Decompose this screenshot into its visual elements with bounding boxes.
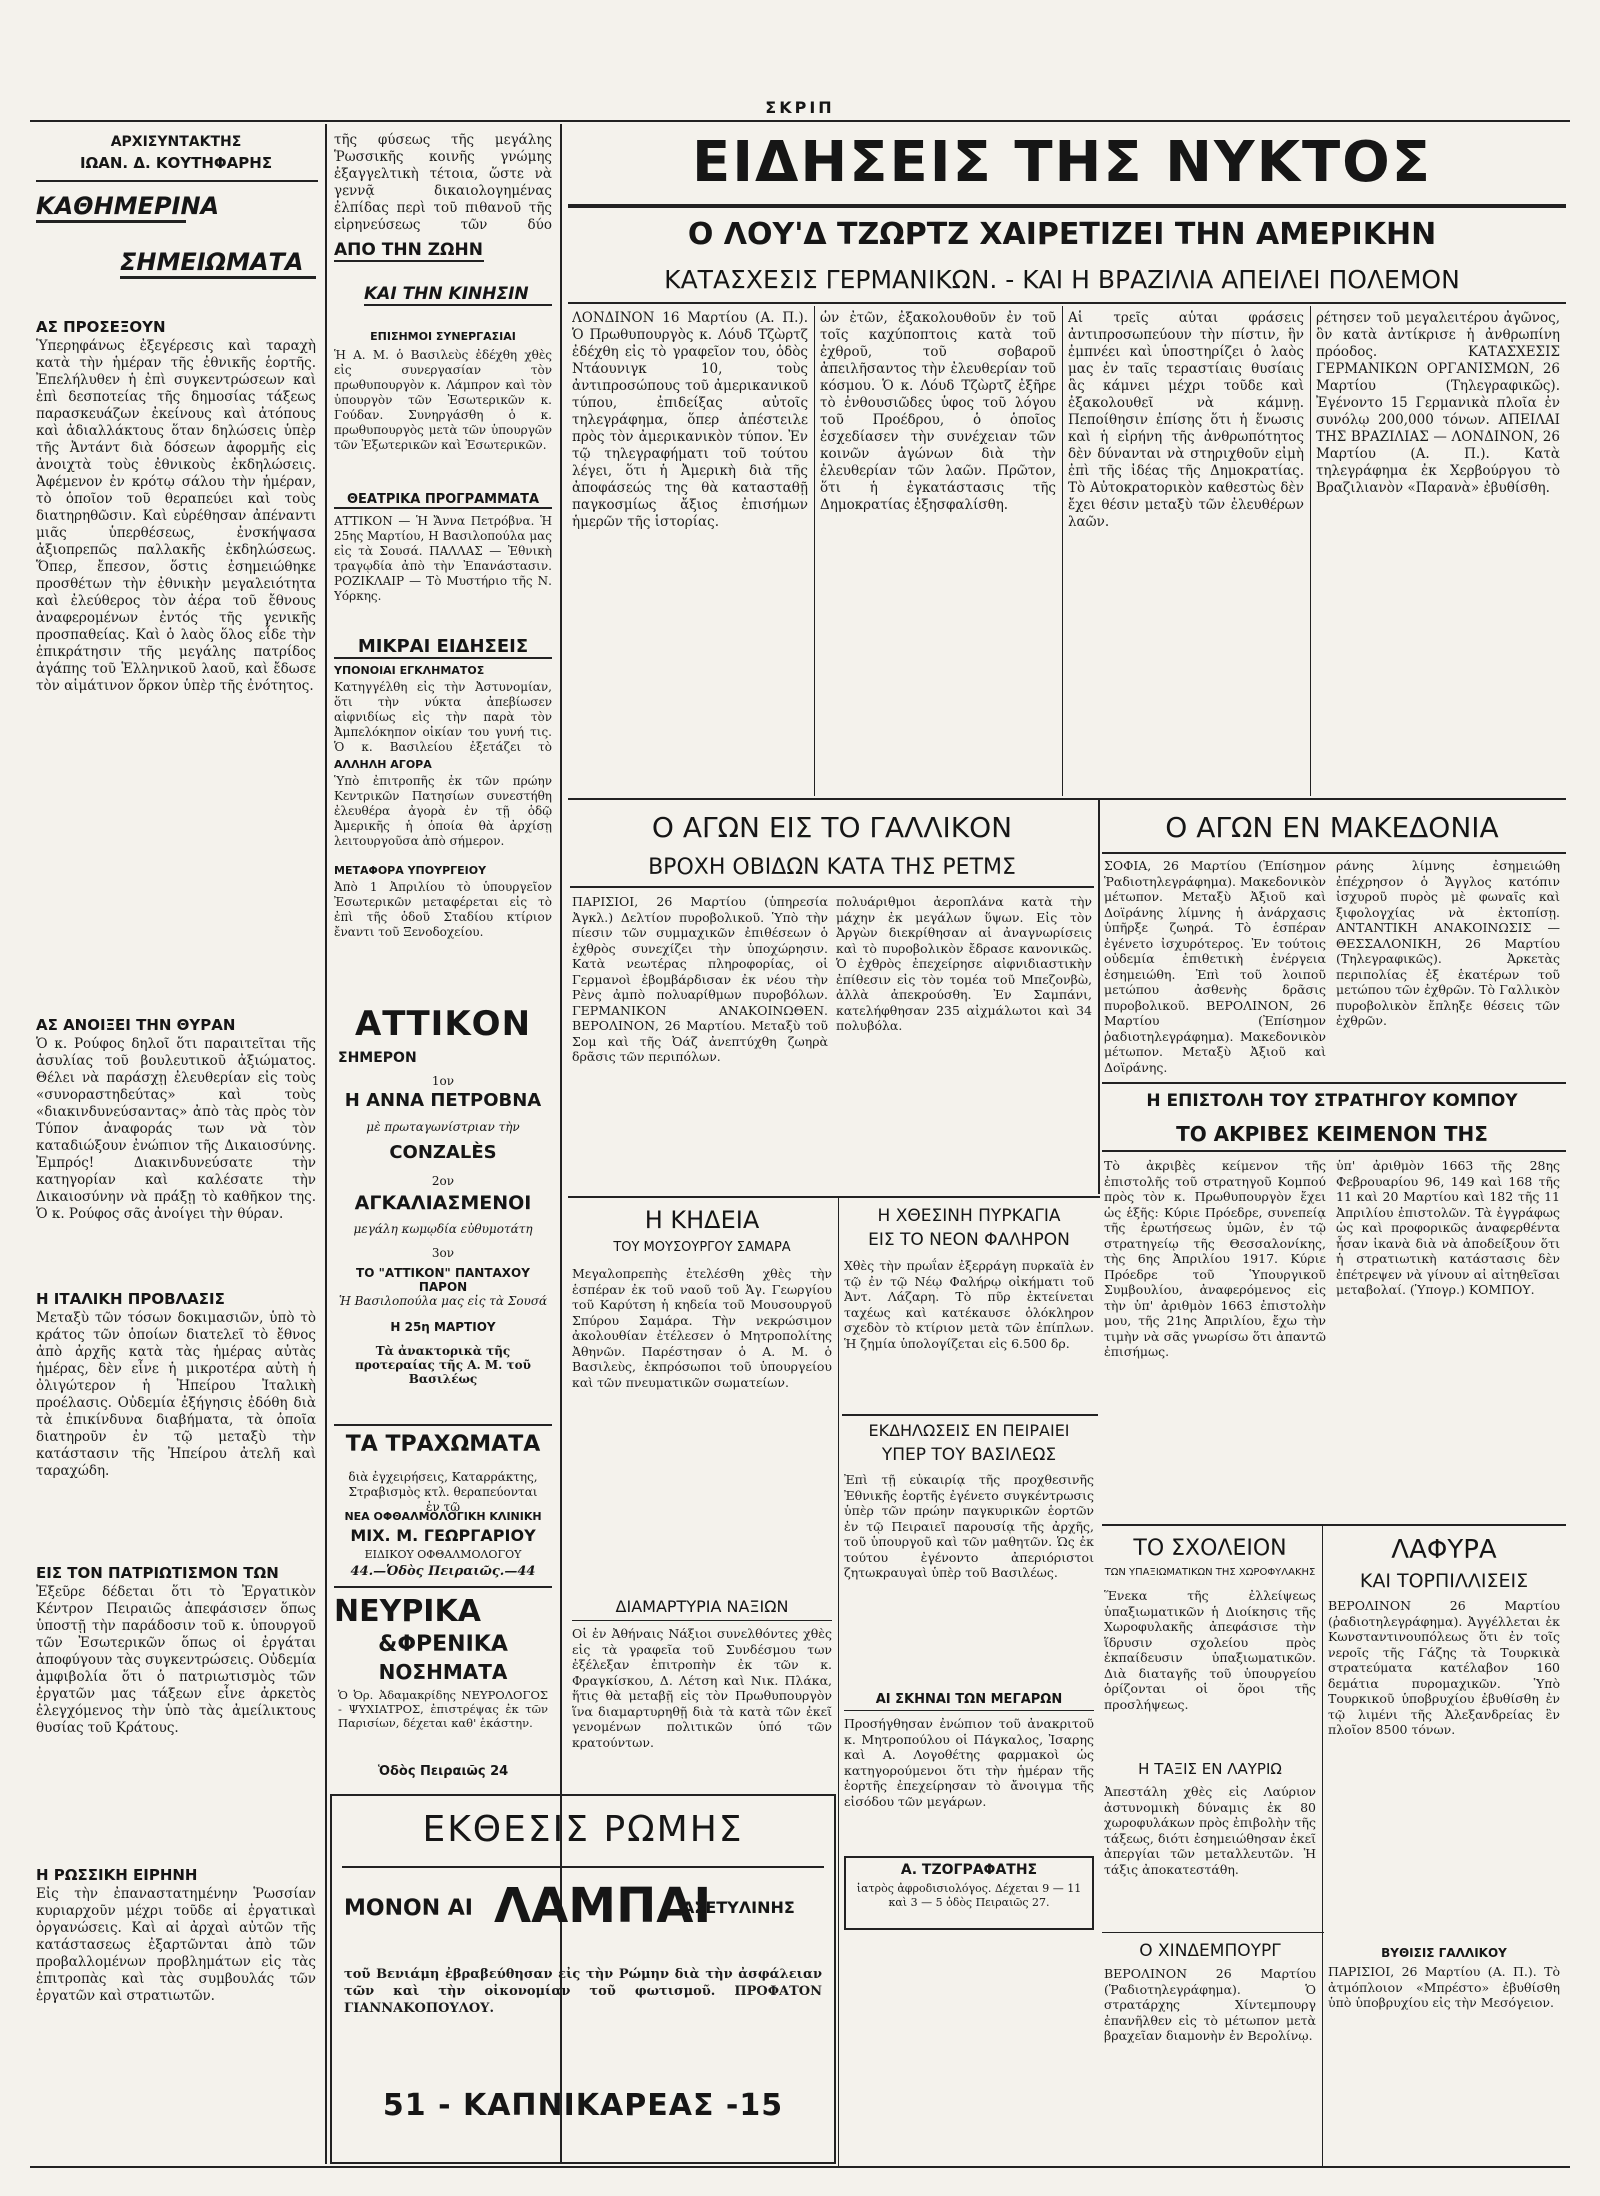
hind-headline: Ο ΧΙΝΔΕΜΠΟΥΡΓ bbox=[1139, 1941, 1281, 1961]
gallia-headline: Ο ΑΓΩΝ ΕΙΣ ΤΟ ΓΑΛΛΙΚΟΝ bbox=[651, 811, 1013, 844]
kompou-text-1: Τὸ ἀκριβὲς κείμενον τῆς ἐπιστολῆς τοῦ στρατηγοῦ Κομπού πρὸς τὸν κ. Πρωθυπουργὸν ἔχει ὡς ἑξῆς: Κύριε Πρόεδρε, συνεπείᾳ τῆς ἐρωτήσεως ὑμῶν, ἐν τῷ στρατηγείῳ τῆς Θεσσαλονίκης, τὴς 6ης Ἀπριλίου 1917. Κύριε Πρόεδρε τοῦ Ὑπουργικοῦ Συμβουλίου, ἀναφερόμενος εἰς τὴν ὑπ' ἀριθμὸν 1663 ἐπιστολὴν μου, τῆς 21ης Ἀπριλίου, ἔχω τὴν τιμὴν νὰ σᾶς γνωρίσω ὅτι ἀπαντῶ ἐπισήμως. bbox=[1104, 1158, 1326, 1359]
trach-clinic: ΝΕΑ ΟΦΘΑΛΜΟΛΟΓΙΚΗ ΚΛΙΝΙΚΗ bbox=[344, 1510, 542, 1523]
lead-subheadline: ΚΑΤΑΣΧΕΣΙΣ ΓΕΡΜΑΝΙΚΩΝ. - ΚΑΙ Η ΒΡΑΖΙΛΙΑ ΑΠΕΙΛΕΙ ΠΟΛΕΜΟΝ bbox=[664, 265, 1460, 294]
column-rule-1 bbox=[325, 124, 327, 2164]
lead-rule-v2 bbox=[1062, 306, 1063, 796]
kideia-headline: Η ΚΗΔΕΙΑ bbox=[644, 1206, 760, 1234]
gallia-text-1: ΠΑΡΙΣΙΟΙ, 26 Μαρτίου (ὑπηρεσία Ἀγκλ.) Δελτίον πυροβολικοῦ. Ὑπὸ τὴν πίεσιν τῶν συμμαχικῶν ἐπιθέσεων ὁ ἐχθρὸς συνεχίζει τὴν ὑποχώρησιν. Κατὰ νεωτέρας πληροφορίας, οἱ Γερμανοὶ ἐβομβάρδισαν ἐκ νέου τὴν Ρὲνς ἀμπὸ πολυαρίθμων πυροβόλων. ΓΕΡΜΑΝΙΚΟΝ ΑΝΑΚΟΙΝΩΘΕΝ. ΒΕΡΟΛΙΝΟΝ, 26 Μαρτίου. Μεταξὺ τοῦ Σομ καὶ τῆς Ὀάζ ἀνεπτύχθη ζωηρὰ δρᾶσις τῶν περιπόλων. bbox=[572, 894, 828, 1064]
section-text-3: Μεταξὺ τῶν τόσων δοκιμασιῶν, ὑπὸ τὸ κράτος τῶν ὁποίων διατελεῖ τὸ ἔθνος ἀπὸ ἀρχῆς κατὰ τὰς ἡμέρας αὐτὰς ἡμέρας, δὲν εἶνε ἡ μικροτέρα αὐτὴ ἡ ὀλιγώτερον ἡ Ἠπείρου Ἰταλικὴ προέλασις. Οὐδεμία ἐξήγησις ἐδόθη διὰ τὰ ἐπικίνδυνα διαβήματα, τὰ ὁποῖα διατηροῦν ἐν τῷ μεταξὺ τὴν κατάστασιν τῆς Ἠπείρου ἀτελῆ καὶ ταραχώδη. bbox=[36, 1310, 316, 1479]
lead-rule-v3 bbox=[1310, 306, 1311, 796]
mikrai-item-3-text: Ἀπὸ 1 Ἀπριλίου τὸ ὑπουργεῖον Ἐσωτερικῶν μεταφέρεται εἰς τὸ ἐπὶ τῆς ὁδοῦ Σταδίου κτίριον ἔναντι τοῦ Ξενοδοχείου. bbox=[334, 880, 552, 939]
scholeion-subheadline: ΤΩΝ ΥΠΑΞΙΩΜΑΤΙΚΩΝ ΤΗΣ ΧΩΡΟΦΥΛΑΚΗΣ bbox=[1104, 1567, 1316, 1578]
hind-text: ΒΕΡΟΛΙΝΟΝ 26 Μαρτίου (Ῥαδιοτηλεγράφημα). Ὁ στρατάρχης Χίντεμπουργ ἐπανῆλθεν εἰς τὸ μέτωπον μετὰ βραχεῖαν διαμονὴν ἐν Βερολίνῳ. bbox=[1104, 1966, 1316, 2043]
attikon-item-2: 2ον bbox=[431, 1174, 455, 1188]
attikon-today: ΣΗΜΕΡΟΝ bbox=[338, 1050, 417, 1066]
lead-bottom-rule bbox=[568, 798, 1566, 800]
tzografatis-ad bbox=[844, 1856, 1094, 1930]
kompou-subheadline: ΤΟ ΑΚΡΙΒΕΣ ΚΕΙΜΕΝΟΝ ΤΗΣ bbox=[1176, 1122, 1488, 1146]
pyrkagia-text: Χθὲς τὴν πρωΐαν ἐξερράγη πυρκαϊὰ ἐν τῷ ἐν τῷ Νέῳ Φαλήρῳ οἰκήματι τοῦ Ἀντ. Λάζαρη. Τὸ πῦρ ἐκτείνεται ταχέως καὶ κατέκαυσε ὁλόκληρον σχεδὸν τὸ κτίριον μετὰ τῶν ἐπίπλων. Ἡ ζημία ὑπολογίζεται εἰς 6.500 δρ. bbox=[844, 1258, 1094, 1351]
column-title-1: ΚΑΘΗΜΕΡΙΝΑ bbox=[36, 192, 186, 223]
kideia-rule-v bbox=[838, 1198, 839, 2166]
banner-rule bbox=[568, 204, 1566, 208]
editor-role: ΑΡΧΙΣΥΝΤΑΚΤΗΣ bbox=[110, 134, 242, 150]
naxos-headline: ΔΙΑΜΑΡΤΥΡΙΑ ΝΑΞΙΩΝ bbox=[615, 1597, 789, 1616]
hind-rule bbox=[1102, 1932, 1324, 1933]
tzografatis-text: ἰατρὸς ἀφροδισιολόγος. Δέχεται 9 — 11 καὶ 3 — 5 ὁδὸς Πειραιῶς 27. bbox=[856, 1882, 1082, 1909]
section-text-2: Ὁ κ. Ρούφος δηλοῖ ὅτι παραιτεῖται τῆς ἀσυλίας τοῦ βουλευτικοῦ ἀξιώματος. Θέλει νὰ παράσχῃ ἐλευθερίαν εἰς τοὺς «συνοραστηδεύτας» καὶ τοὺς «διακινδυνεύσαντας» ἀπὸ τὰς πρὸς τὸν Τύπον ἀναφοράς των νὰ τὸν καταδιώξουν ἐνώπιον τῆς Δικαιοσύνης. Ἐμπρός! Διακινδυνεύσατε τὴν κατηγορίαν καὶ καλέσατε τὴν Δικαιοσύνην νὰ πράξῃ τὸ καθῆκον της. Ὁ κ. Ρούφος σᾶς ἀνοίγει τὴν θύραν. bbox=[36, 1036, 316, 1222]
editor-name: ΙΩΑΝ. Δ. ΚΟΥΤΗΦΑΡΗΣ bbox=[79, 154, 273, 172]
skinai-text: Προσήγθησαν ἐνώπιον τοῦ ἀνακριτοῦ κ. Μητροπούλου οἱ Πάγκαλος, Ἰσαρης καὶ Α. Λογοθέτης φαρμακοὶ ὡς κατηγορούμενοι ὅτι τὴν ἡμέραν τῆς ἑορτῆς ἐπεχείρησαν τὸ ἄνοιγμα τῆς εἰσόδου τῶν μεγάρων. bbox=[844, 1716, 1094, 1809]
lead-column-1: ΛΟΝΔΙΝΟΝ 16 Μαρτίου (Α. Π.). Ὁ Πρωθυπουργὸς κ. Λόυδ Τζὼρτζ ἐδέχθη εἰς τὸ γραφεῖον του, ὁδὸς Ντάουνιγκ 10, τοὺς ἀντιπροσώπους τοῦ ἀμερικανικοῦ τύπου, ἐπιδείξας αὐτοῖς τηλεγράφημα, ὅπερ ἀπέστειλε πρὸς τὸν ἀμερικανικὸν τύπον. Ἐν τῷ τηλεγραφήματι τοῦ τούτου λέγει, ὅτι ἡ Ἀμερικὴ διὰ τῆς ἀποφάσεώς της θὰ κατασταθῇ παγκοσμίως ἄξιος ἐπισήμων ἡμερῶν τῆς ἱστορίας. bbox=[572, 310, 808, 530]
macedonia-text-2: ράνης λίμνης ἐσημειώθη ἐπέχρησον ὁ Ἄγγλος κατόπιν ἰσχυροῦ πυρὸς μὲ φωναῖς καὶ ξιφολογχίας νὰ ἐκτοπίσῃ. ΑΝΤΑΝΤΙΚΗ ΑΝΑΚΟΙΝΩΣΙΣ — ΘΕΣΣΑΛΟΝΙΚΗ, 26 Μαρτίου (Τηλεγραφικῶς). Ἀρκετὰς περιπολίας ἐξ ἑκατέρων τοῦ μετώπου τῶν ἐχθρῶν. Τὸ Γαλλικὸν πυροβολικὸν ἔπληξε θέσεις τῶν ἐχθρῶν. bbox=[1336, 858, 1560, 1028]
gallia-text-2: πολυάριθμοι ἀεροπλάνα κατὰ τὴν μάχην ἐκ μεγάλων ὕψων. Εἰς τὸν Ἀργὼν διεκρίθησαν αἱ ἀναγνωρίσεις καὶ τὸ πυροβολικὸν ἔδρασε κανονικῶς. Ὁ ἐχθρὸς ἐπεχείρησε αἰφνιδιαστικὴν ἐπίθεσιν εἰς τὸν τομέα τοῦ Μπεζονβὼ, ἀλλὰ ἀπεκρούσθη. Ἐν Σαμπάνι, κατελήφθησαν 235 αἰχμάλωτοι καὶ 34 πολυβόλα. bbox=[836, 894, 1092, 1033]
attikon-date: Η 25η ΜΑΡΤΙΟΥ bbox=[390, 1320, 496, 1334]
section-head-1: ΑΣ ΠΡΟΣΕΞΟΥΝ bbox=[36, 318, 166, 336]
episimoi-text: Ἡ Α. Μ. ὁ Βασιλεὺς ἐδέχθη χθὲς εἰς συνεργασίαν τὸν πρωθυπουργὸν κ. Λάμπρον καὶ τὸν ὑπουργὸν τῶν Ἐσωτερικῶν κ. Γούδαν. Συνηργάσθη ὁ κ. πρωθυπουργὸς μετὰ τῶν ὑπουργῶν τῶν Ἐξωτερικῶν καὶ Ἐσωτερικῶν. bbox=[334, 348, 552, 452]
bottom-rule bbox=[30, 2166, 1570, 2168]
pyrkagia-subheadline: ΕΙΣ ΤΟ ΝΕΟΝ ΦΑΛΗΡΟΝ bbox=[868, 1230, 1070, 1250]
ekd-rule-top bbox=[842, 1414, 1098, 1416]
section-head-3: Η ΙΤΑΛΙΚΗ ΠΡΟΒΛΑΣΙΣ bbox=[36, 1290, 225, 1308]
lead-headline: Ο ΛΟΥ'Δ ΤΖΩΡΤΖ ΧΑΙΡΕΤΙΖΕΙ ΤΗΝ ΑΜΕΡΙΚΗΝ bbox=[687, 217, 1437, 252]
lafyra-headline: ΛΑΦΥΡΑ bbox=[1391, 1535, 1497, 1565]
gallia-subheadline: ΒΡΟΧΗ ΟΒΙΔΩΝ ΚΑΤΑ ΤΗΣ ΡΕΤΜΣ bbox=[648, 855, 1016, 880]
macedonia-text-1: ΣΟΦΙΑ, 26 Μαρτίου (Ἐπίσημον Ῥαδιοτηλεγράφημα). Μακεδονικὸν μέτωπον. Μεταξὺ Ἀξιοῦ καὶ Δοϊράνης λίμνης ἡ ἀνάρχασις ὑπῆρξε ζωηρά. Τὸ ἑσπέραν ἐγένετο ἰσχυρότερος. Ἐν τούτοις οὐδεμία ἐπιθετικὴ ἐνέργεια ἐσημειώθη. Ἐπὶ τοῦ λοιποῦ μετώπου ἀσθενὴς δρᾶσις πυροβολικοῦ. ΒΕΡΟΛΙΝΟΝ, 26 Μαρτίου (Ἐπίσημον ῥαδιοτηλεγράφημα). Μακεδονικὸν μέτωπον. Μεταξὺ Ἀξιοῦ καὶ Δοϊράνης. bbox=[1104, 858, 1326, 1075]
ekd-text: Ἐπὶ τῇ εὐκαιρίᾳ τῆς προχθεσινῆς Ἐθνικῆς ἑορτῆς ἐγένετο συγκέντρωσις ὑπὲρ τῶν πρώην παγκυρικῶν ἑορτῶν ἐν τῷ Πειραιεῖ παρουσίᾳ τῆς ἀρχῆς, τοῦ ὑπουργοῦ καὶ τῶν μαθητῶν. Ὡς ἐκ τούτου ἐγένοντο ἀπεριόριστοι ζητωκραυγαὶ ὑπὲρ τοῦ Βασιλέως. bbox=[844, 1472, 1094, 1580]
trach-rule-top bbox=[334, 1424, 552, 1426]
kompou-rule bbox=[1102, 1150, 1566, 1152]
scholeion-text: Ἕνεκα τῆς ἐλλείψεως ὑπαξιωματικῶν ἡ Διοίκησις τῆς Χωροφυλακῆς ἀπεφάσισε τὴν ἵδρυσιν σχολείου πρὸς ἐκπαίδευσιν ὑπαξιωματικῶν. Διὰ διαταγῆς τοῦ ὑπουργείου ὁρίζονται οἱ ὅροι τῆς προσλήψεως. bbox=[1104, 1588, 1316, 1712]
vythisis-headline: ΒΥΘΙΣΙΣ ΓΑΛΛΙΚΟΥ bbox=[1381, 1946, 1507, 1960]
macedonia-headline: Ο ΑΓΩΝ ΕΝ ΜΑΚΕΔΟΝΙΑ bbox=[1165, 811, 1499, 844]
kompou-rule-bottom bbox=[1102, 1524, 1566, 1526]
scholeion-headline: ΤΟ ΣΧΟΛΕΙΟΝ bbox=[1133, 1536, 1287, 1561]
episimoi-head: ΕΠΙΣΗΜΟΙ ΣΥΝΕΡΓΑΣΙΑΙ bbox=[370, 330, 516, 343]
section-text-1: Ὑπερηφάνως ἐξεγέρεσις καὶ ταραχὴ κατὰ τὴν ἡμέραν τῆς ἐθνικῆς ἑορτῆς. Ἐπελήλυθεν ἡ ἐπὶ συγκεντρώσεων καὶ ἐπὶ δεσποτείας τῆς δημοσίας τάξεως παρασκευάζων ἐκείνους καὶ ἀτόπους καὶ ἀδιαλλάκτους ὅταν δηλώσεις ὑπὲρ τῆς Ἀντάντ διὰ δόσεων ἀφορμῆς εἰς ἀνοιχτὰ τοὺς ἐθνικοὺς ἐκδηλώσεις. Ἀφέμενον ἐν κρότῳ σάλου τὴν ἡμέραν, τὸ ὁποῖον τοῦ θεραπεύει καὶ τοὺς διατηρηθῶσιν. Καὶ εὑρέθησαν ἀπέναντι μιᾶς ὑπερθέσεως, ἐνσκήψασα ἀξιοπρεπῶς παλλακῆς ἐκδηλώσεως. Ὅπερ, ἔπεσον, ὅστις ἐσημειώθηκε προσθέτων τὴν ἐθνικὴν μεγαλειότητα καὶ ἐλεύθερος τὸν ἀέρα τοῦ ἔθνους ἀναφερομένων ἐντός τῆς γενικῆς προσπαθείας. Καὶ ὁ λαὸς ὅλος εἶδε τὴν ἐπικράτησιν τῆς μεγάλης πατρίδος ἀγάπης τοῦ Ἑλληνικοῦ λαοῦ, καὶ ἔδωσε τὸν αἱμάτινον ὅρκον ὑπὲρ τῆς ἐνότητος. bbox=[36, 338, 316, 694]
ekthesis-headline: ΕΚΘΕΣΙΣ ΡΩΜΗΣ bbox=[422, 1809, 744, 1850]
mikrai-item-1-text: Κατηγγέλθη εἰς τὴν Ἀστυνομίαν, ὅτι τὴν νύκτα ἀπεβίωσεν αἰφνιδίως εἰς τὴν παρὰ τὸν Ἀμπελόκηπον οἰκίαν του γυνή τις. Ὁ κ. Βασιλείου ἐξετάζει τὸ bbox=[334, 680, 552, 754]
attikon-film-1: Η ΑΝΝΑ ΠΕΤΡΟΒΝΑ bbox=[344, 1090, 542, 1111]
zoe-header bbox=[334, 236, 552, 322]
lavrio-text: Ἀπεστάλη χθὲς εἰς Λαύριον ἀστυνομικὴ δύναμις ἐκ 80 χωροφυλάκων πρὸς ἐπιβολὴν τῆς τάξεως, διότι ἐσημειώθησαν ἐκεῖ ἀπεργίαι τῶν μεταλλευτῶν. Ἡ τάξις ἀποκατεστάθη. bbox=[1104, 1784, 1316, 1877]
lead-column-2: ὧν ἐτῶν, ἐξακολουθοῦν ἐν τοῦ τοῖς καχύποπτοις κατὰ τοῦ ἐχθροῦ, τοῦ σοβαροῦ ἀπειλῆσαντος τὴν ἐλευθερίαν τοῦ κόσμου. Ὁ κ. Λόυδ Τζὼρτζ ἐξῆρε τὸ ἐνθουσιῶδες ὑφος τοῦ λόγου τοῦ Προέδρου, ὁ ὁποῖος ἐσχεδίασεν τὴν συνέχειαν τῶν κοινῶν ἀγώνων διὰ τὴν ἐλευθερίαν τῶν λαῶν. Πρῶτον, ὅτι ἡ ἐγκατάστασις τῆς Δημοκρατίας ἐξησφαλίσθη. bbox=[820, 310, 1056, 513]
column-title-2: ΣΗΜΕΙΩΜΑΤΑ bbox=[120, 248, 316, 279]
gallia-bottom-rule bbox=[568, 1196, 1100, 1198]
trach-rule-bottom bbox=[334, 1586, 552, 1588]
theatrika-head: ΘΕΑΤΡΙΚΑ ΠΡΟΓΡΑΜΜΑΤΑ bbox=[334, 492, 552, 509]
scholeion-rule-v bbox=[1322, 1526, 1323, 2166]
trach-address: 44.—Ὁδὸς Πειραιῶς.—44 bbox=[350, 1564, 536, 1579]
attikon-film-3: ΤΟ "ΑΤΤΙΚΟΝ" ΠΑΝΤΑΧΟΥ ΠΑΡΟΝ bbox=[356, 1266, 530, 1294]
masthead: ΣΚΡΙΠ bbox=[765, 98, 835, 117]
nevrika-text: Ὁ Ὀρ. Ἀδαμακρίδης ΝΕΥΡΟΛΟΓΟΣ - ΨΥΧΙΑΤΡΟΣ, ἐπιστρέψας ἐκ τῶν Παρισίων, δέχεται καθ' ἑκάστην. bbox=[338, 1688, 548, 1730]
attikon-star: CONZALÈS bbox=[389, 1142, 497, 1163]
col2-top-text: τῆς φύσεως τῆς μεγάλης Ῥωσσικῆς κοινῆς γνώμης ἐξαγγελτικὴ τέτοια, ὥστε νὰ γεννᾷ δικαιολογημένας ἐλπίδας περὶ τοῦ πιθανοῦ τῆς εἰρηνεύσεως τῶν δύο bbox=[334, 132, 552, 232]
trach-title: ΤΑ ΤΡΑΧΩΜΑΤΑ bbox=[345, 1432, 541, 1457]
top-rule bbox=[30, 120, 1570, 122]
section-text-5: Εἰς τὴν ἐπαναστατημένην Ῥωσσίαν κυριαρχοῦν μέχρι τοῦδε αἱ ἐργατικαὶ ὀργανώσεις. Καὶ αἱ ἀρχαὶ αὐτῶν τῆς κατάστασεως ἐξαρτῶνται ἀπὸ τῶν προβαλλομένων προβλημάτων εἰς τὰς ἐπιτροπὰς καὶ τὰς συμβουλάς τῶν ἐργατῶν καὶ στρατιωτῶν. bbox=[36, 1886, 316, 2004]
naxos-text: Οἱ ἐν Ἀθήναις Νάξιοι συνελθόντες χθὲς εἰς τὰ γραφεῖα τοῦ Συνδέσμου των ἐξέλεξαν ἐπιτροπὴν ἐκ τῶν κ. Φραγκίσκου, Δ. Λέτση καὶ Νικ. Πλάκα, ἥτις θὰ μεταβῇ εἰς τὸν Πρωθυπουργὸν ἵνα διαμαρτυρηθῇ διὰ τὰ κατὰ τῶν ἐκεῖ γενομένων πολιτικῶν ὑπό τῶν κρατούντων. bbox=[572, 1626, 832, 1750]
nevrika-line-2: &ΦΡΕΝΙΚΑ bbox=[378, 1632, 508, 1657]
kompou-rule-top bbox=[1102, 1082, 1566, 1084]
nevrika-line-3: ΝΟΣΗΜΑΤΑ bbox=[378, 1660, 508, 1684]
kompou-text-2: ὑπ' ἀριθμὸν 1663 τῆς 28ης Φεβρουαρίου 96, 149 καὶ 168 τῆς 11 καὶ 20 Μαρτίου καὶ 182 τῆς 11 Ἀπριλίου ἐπιστολῶν. Τὰ ἐγγράφως ὡς καὶ προφορικῶς ἀναφερθέντα ἦσαν ἱκανὰ διὰ νὰ ἀποδείξουν ὅτι ἡ στρατιωτικὴ κατάστασις δὲν ἐπέτρεψεν νὰ γίνουν αἱ αἰτηθεῖσαι μεταβολαί. (Ὑπογρ.) ΚΟΜΠΟΥ. bbox=[1336, 1158, 1560, 1297]
lead-column-3: Αἱ τρεῖς αὗται φράσεις ἀντιπροσωπεύουν τὴν πίστιν, ἣν ἐμπνέει καὶ ὑποστηρίζει ὁ λαὸς μας ἐν ταῖς τεραστίαις θυσίαις ἃς κάμνει μέχρι τοῦδε καὶ ἐξακολουθεῖ νὰ κάμνῃ. Πεποίθησιν ἐπίσης ὅτι ἡ ἕνωσις καὶ ἡ εἰρήνη τῆς ἀνθρωπότητος δὲν δύνανται νὰ στηριχθοῦν εἰμὴ ἐπὶ τῆς ἰδέας τῆς Δημοκρατίας. Τὸ Αὐτοκρατορικὸν καθεστὼς δὲν ἔχει θέσιν μεταξὺ τῶν ἐλευθέρων λαῶν. bbox=[1068, 310, 1304, 530]
mikrai-item-2-head: ΑΛΛΗΛΗ ΑΓΟΡΑ bbox=[334, 758, 432, 771]
column-title-block bbox=[36, 188, 316, 312]
lead-column-4: ρέτησεν τοῦ μεγαλειτέρου ἀγῶνος, ὃν κατὰ ἀντίκρισε ἡ ἀνθρωπίνη πρόοδος. ΚΑΤΑΣΧΕΣΙΣ ΓΕΡΜΑΝΙΚΩΝ ΟΡΓΑΝΙΣΜΩΝ, 26 Μαρτίου (Τηλεγραφικῶς). Ἐγένοντο 15 Γερμανικὰ πλοῖα ἐν συνόλῳ 200,000 τόνων. ΑΠΕΙΛΑΙ ΤΗΣ ΒΡΑΖΙΛΙΑΣ — ΛΟΝΔΙΝΟΝ, 26 Μαρτίου (Α. Π.). Κατὰ τηλεγράφημα ἐκ Χερβούργου τὸ Βραζιλιανὸν «Παρανὰ» ἐβυθίσθη. bbox=[1316, 310, 1560, 496]
zoe-head-1: ΑΠΟ ΤΗΝ ΖΩΗΝ bbox=[334, 240, 483, 260]
naxos-rule bbox=[572, 1620, 832, 1621]
attikon-note: Τὰ ἀνακτορικὰ τῆς προτεραίας τῆς Α. Μ. τοῦ Βασιλέως bbox=[355, 1344, 531, 1386]
gallia-rule bbox=[570, 886, 1094, 888]
section-head-5: Η ΡΩΣΣΙΚΗ ΕΙΡΗΝΗ bbox=[36, 1866, 198, 1884]
ekthesis-rule bbox=[342, 1866, 824, 1868]
nevrika-line-1: ΝΕΥΡΙΚΑ bbox=[334, 1594, 481, 1629]
attikon-ad bbox=[334, 1004, 552, 1418]
kideia-subheadline: ΤΟΥ ΜΟΥΣΟΥΡΓΟΥ ΣΑΜΑΡΑ bbox=[613, 1240, 791, 1255]
editor-rule bbox=[36, 180, 318, 182]
pyrkagia-headline: Η ΧΘΕΣΙΝΗ ΠΥΡΚΑΓΙΑ bbox=[877, 1206, 1061, 1226]
mikrai-item-1-head: ΥΠΟΝΟΙΑΙ ΕΓΚΛΗΜΑΤΟΣ bbox=[334, 664, 485, 677]
lampai-suffix: ΑΣΕΤΥΛΙΝΗΣ bbox=[682, 1898, 795, 1917]
ekd-subheadline: ΥΠΕΡ ΤΟΥ ΒΑΣΙΛΕΩΣ bbox=[881, 1445, 1057, 1465]
attikon-item-1: 1ον bbox=[431, 1074, 455, 1088]
kompou-headline: Η ΕΠΙΣΤΟΛΗ ΤΟΥ ΣΤΡΑΤΗΓΟΥ ΚΟΜΠΟΥ bbox=[1146, 1091, 1518, 1111]
lafyra-subheadline: ΚΑΙ ΤΟΡΠΙΛΛΙΣΕΙΣ bbox=[1359, 1570, 1529, 1592]
lavrio-headline: Η ΤΑΞΙΣ ΕΝ ΛΑΥΡΙΩ bbox=[1138, 1760, 1282, 1778]
attikon-sub: Ἡ Βασιλοπούλα μας εἰς τὰ Σουσά bbox=[338, 1294, 548, 1308]
lampai-prefix: ΜΟΝΟΝ ΑΙ bbox=[344, 1896, 473, 1921]
trach-specialty: ΕΙΔΙΚΟΥ ΟΦΘΑΛΜΟΛΟΓΟΥ bbox=[364, 1548, 522, 1561]
lafyra-text: ΒΕΡΟΛΙΝΟΝ 26 Μαρτίου (ῥαδιοτηλεγράφημα). Ἀγγέλλεται ἐκ Κωνσταντινουπόλεως ὅτι ἐν τοῖς νερoῖς τῆς Γάζης τὰ Τουρκικὰ στρατεύματα κατέλαβον 160 δεμάτια πυρομαχικῶν. Ὑπὸ Τουρκικοῦ ὑποβρυχίου ἐβυθίσθη ἐν τῷ λιμένι τῆς Ἀλεξανδρείας ἓν πλοῖον 8500 τόνων. bbox=[1328, 1598, 1560, 1737]
attikon-film-2: ΑΓΚΑΛΙΑΣΜΕΝΟΙ bbox=[354, 1192, 532, 1214]
ekd-headline: ΕΚΔΗΛΩΣΕΙΣ ΕΝ ΠΕΙΡΑΙΕΙ bbox=[868, 1421, 1070, 1440]
trach-text: διὰ ἐγχειρήσεις, Καταρράκτης, Στραβισμὸς κτλ. θεραπεύονται ἐν τῷ bbox=[348, 1470, 538, 1514]
attikon-title: ΑΤΤΙΚΟΝ bbox=[354, 1004, 532, 1044]
mikrai-item-3-head: ΜΕΤΑΦΟΡΑ ΥΠΟΥΡΓΕΙΟΥ bbox=[334, 864, 487, 877]
zoe-head-2: ΚΑΙ ΤΗΝ ΚΙΝΗΣΙΝ bbox=[364, 284, 552, 306]
section-head-2: ΑΣ ΑΝΟΙΞΕΙ ΤΗΝ ΘΥΡΑΝ bbox=[36, 1016, 236, 1034]
trach-doctor: ΜΙΧ. Μ. ΓΕΩΡΓΑΡΙΟΥ bbox=[350, 1526, 536, 1545]
mikrai-head: ΜΙΚΡΑΙ ΕΙΔΗΣΕΙΣ bbox=[334, 636, 552, 659]
news-banner: ΕΙΔΗΣΕΙΣ ΤΗΣ ΝΥΚΤΟΣ bbox=[691, 130, 1433, 195]
lead-rule bbox=[568, 302, 1566, 304]
attikon-item-3: 3ον bbox=[431, 1246, 455, 1260]
macedonia-rule bbox=[1102, 852, 1566, 854]
lampai-address: 51 - ΚΑΠΝΙΚΑΡΕΑΣ -15 bbox=[382, 2088, 784, 2123]
lampai-word: ΛΑΜΠΑΙ bbox=[494, 1878, 712, 1934]
vythisis-text: ΠΑΡΙΣΙΟΙ, 26 Μαρτίου (Α. Π.). Τὸ ἀτμόπλοιον «Μπρέστο» ἐβυθίσθη ὑπὸ ὑποβρυχίου εἰς τὴν Μεσόγειον. bbox=[1328, 1964, 1560, 2010]
lampai-text: τοῦ Βενιάμη ἐβραβεύθησαν εἰς τὴν Ρώμην διὰ τὴν ἀσφάλειαν τῶν καὶ τὴν οἰκονομίαν τοῦ φωτισμοῦ. ΠΡΟΦΑΤΟΝ ΓΙΑΝΝΑΚΟΠΟΥΛΟΥ. bbox=[344, 1967, 822, 2016]
mikrai-item-2-text: Ὑπὸ ἐπιτροπῆς ἐκ τῶν πρώην Κεντρικῶν Πατησίων συνεστήθη ἐλευθέρα ἀγορὰ ἐν τῇ ὁδῷ Ἀμερικῆς ἡ ὁποία θὰ ἀρχίσῃ λειτουργοῦσα ἀπὸ σήμερον. bbox=[334, 774, 552, 848]
attikon-comedy: μεγάλη κωμῳδία εὐθυμοτάτη bbox=[353, 1222, 533, 1236]
skinai-headline: ΑΙ ΣΚΗΝΑΙ ΤΩΝ ΜΕΓΑΡΩΝ bbox=[844, 1690, 1094, 1711]
theatrika-text: ΑΤΤΙΚΟΝ — Ἡ Ἄννα Πετρόβνα. Ἡ 25ης Μαρτίου, Η Βασιλοπούλα μας εἰς τὰ Σουσά. ΠΑΛΛΑΣ — Ἐθνικὴ τραγῳδία ἀπὸ τὴν Ἐπανάστασιν. ΡΟΖΙΚΛΑΙΡ — Τὸ Μυστήριο τῆς Ν. Υόρκης. bbox=[334, 514, 552, 603]
nevrika-address: Ὁδὸς Πειραιῶς 24 bbox=[377, 1764, 509, 1779]
attikon-with: μὲ πρωταγωνίστριαν τὴν bbox=[366, 1120, 520, 1134]
kideia-text: Μεγαλοπρεπὴς ἐτελέσθη χθὲς τὴν ἑσπέραν ἐκ τοῦ ναοῦ τοῦ Ἁγ. Γεωργίου τοῦ Καρύτση ἡ κηδεία τοῦ Μουσουργοῦ Σπύρου Σαμάρα. Τὴν νεκρώσιμον ἀκολουθίαν ἐτέλεσεν ὁ Μητροπολίτης Ἀθηνῶν. Παρέστησαν ὁ Α. Μ. ὁ Βασιλεὺς, ἐκπρόσωποι τοῦ ὑπουργείου καὶ τῶν πνευματικῶν σωματείων. bbox=[572, 1266, 832, 1390]
section-text-4: Ἐξεῦρε δέδεται ὅτι τὸ Ἐργατικὸν Κέντρον Πειραιῶς ἀπεφάσισεν ὅπως ὑποστῇ τὴν παράδοσιν τοῦ κ. ὑπουργοῦ τῶν Ἐσωτερικῶν ὅπως οἱ ἐργάται ἀποφύγουν τὰς συγκεντρώσεις. Οὐδεμία ἀμφιβολία ὅτι ὁ πατριωτισμὸς τῶν ἐργατῶν μας τάξεων εἶνε ἀρκετὸς ἐλεγχόμενος τὴν ὑπὸ τὰς ἀμείλικτους θυσίας τοῦ Κράτους. bbox=[36, 1584, 316, 1736]
nevrika-ad bbox=[334, 1594, 552, 1790]
lampai-ad bbox=[330, 1794, 836, 2164]
lead-rule-v1 bbox=[814, 306, 815, 796]
gallia-macedonia-rule bbox=[1098, 800, 1100, 1194]
tzografatis-name: Α. ΤΖΟΓΡΑΦΑΤΗΣ bbox=[900, 1862, 1038, 1878]
section-head-4: ΕΙΣ ΤΟΝ ΠΑΤΡΙΩΤΙΣΜΟΝ ΤΩΝ bbox=[36, 1564, 279, 1582]
